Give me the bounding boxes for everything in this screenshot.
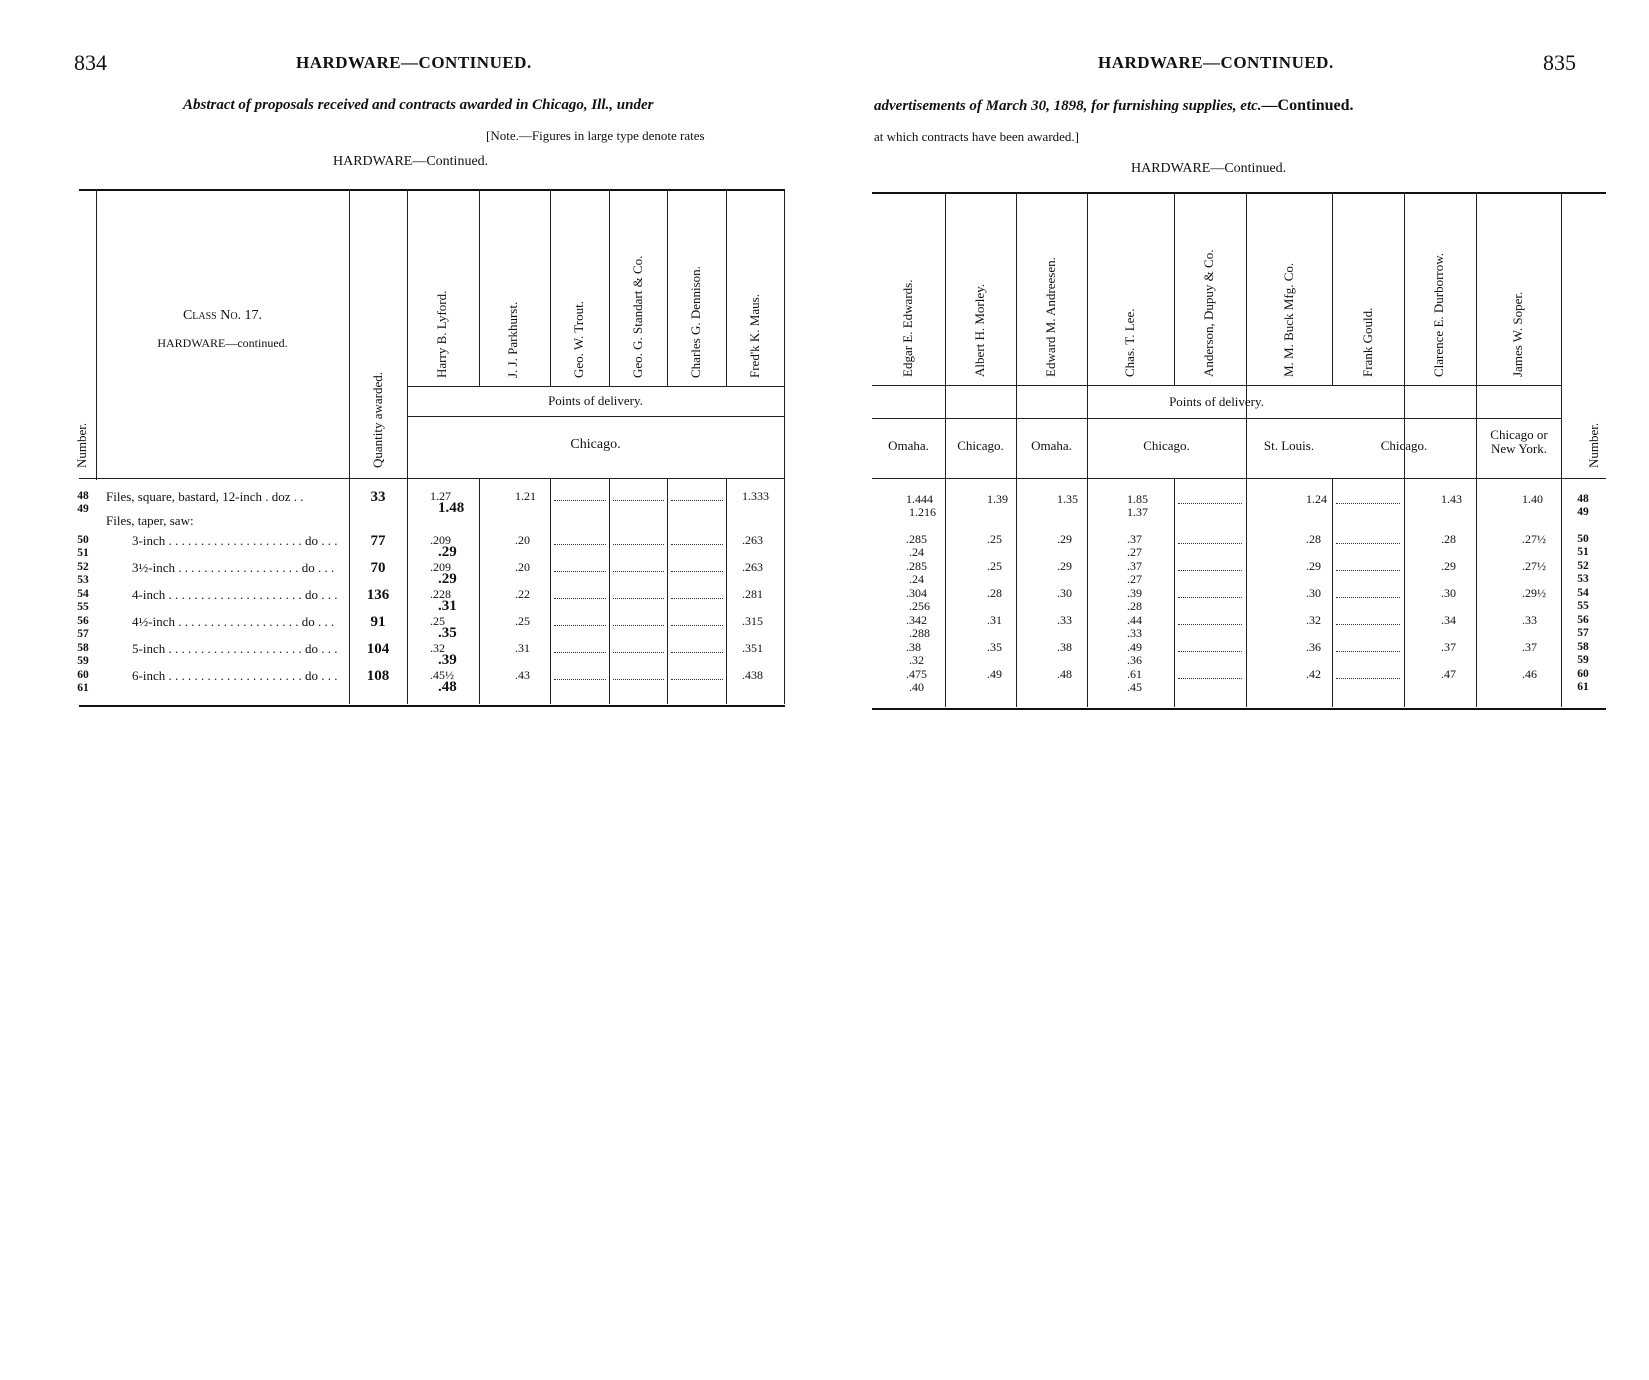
- row-number: 56: [1577, 614, 1589, 626]
- bidder-lee: Chas. T. Lee.: [1122, 308, 1137, 377]
- bid-price: .315: [742, 614, 763, 628]
- bidder-maus: Fred'k K. Maus.: [747, 294, 762, 378]
- dotted-leader: [1336, 624, 1400, 625]
- awarded-rate: .39: [438, 652, 457, 668]
- page-number-right: 835: [1543, 50, 1576, 75]
- dotted-leader: [1178, 597, 1242, 598]
- bid-price: .263: [742, 533, 763, 547]
- row-number: 58: [1577, 641, 1589, 653]
- quantity-awarded: 91: [370, 614, 386, 630]
- bid-price: 1.37: [1127, 505, 1148, 519]
- bid-price: .285: [906, 559, 927, 573]
- dotted-leader: [1178, 678, 1242, 679]
- bid-price: .25: [987, 532, 1002, 546]
- dotted-leader: [613, 625, 664, 626]
- bid-price: .32: [1306, 613, 1321, 627]
- bid-price: .30: [1306, 586, 1321, 600]
- dotted-leader: [613, 679, 664, 680]
- dotted-leader: [554, 500, 606, 501]
- bid-price: 1.24: [1306, 492, 1327, 506]
- dotted-leader: [1336, 678, 1400, 679]
- bid-price: .28: [1306, 532, 1321, 546]
- bid-price: .37: [1127, 532, 1142, 546]
- bid-price: .48: [1057, 667, 1072, 681]
- item-description: 4½-inch . . . . . . . . . . . . . . . . . . . do . . .: [132, 614, 335, 629]
- row-number: 49: [77, 503, 89, 515]
- bid-price: .61: [1127, 667, 1142, 681]
- bid-price: 1.333: [742, 489, 769, 503]
- bid-price: .438: [742, 668, 763, 682]
- bid-price: .38: [906, 640, 921, 654]
- bid-price: .27: [1127, 545, 1142, 559]
- bid-price: .49: [1127, 640, 1142, 654]
- row-number: 60: [1577, 668, 1589, 680]
- dotted-leader: [671, 625, 723, 626]
- bid-price: .288: [909, 626, 930, 640]
- dotted-leader: [1178, 543, 1242, 544]
- bid-price: .28: [1441, 532, 1456, 546]
- bid-price: .30: [1057, 586, 1072, 600]
- dotted-leader: [613, 652, 664, 653]
- bid-price: .29: [1441, 559, 1456, 573]
- bid-price: .42: [1306, 667, 1321, 681]
- dotted-leader: [554, 571, 606, 572]
- delivery-city-left: Chicago.: [570, 437, 621, 452]
- dotted-leader: [554, 625, 606, 626]
- dotted-leader: [671, 598, 723, 599]
- bid-price: .33: [1057, 613, 1072, 627]
- awarded-rate: .48: [438, 679, 457, 695]
- header-number: Number.: [74, 422, 89, 468]
- quantity-awarded: 70: [370, 560, 386, 576]
- running-head-right: HARDWARE—CONTINUED.: [1098, 53, 1334, 72]
- bid-price: .40: [909, 680, 924, 694]
- running-head-left: HARDWARE—CONTINUED.: [296, 53, 532, 72]
- item-description: 3-inch . . . . . . . . . . . . . . . . . . . . . do . . .: [132, 533, 338, 548]
- item-description: Files, square, bastard, 12-inch . doz . .: [106, 489, 304, 504]
- row-number: 55: [1577, 600, 1589, 612]
- dotted-leader: [671, 500, 723, 501]
- bid-price: 1.35: [1057, 492, 1078, 506]
- dotted-leader: [671, 571, 723, 572]
- bid-price: .37: [1441, 640, 1456, 654]
- quantity-awarded: 104: [366, 641, 390, 657]
- bidder-andreesen: Edward M. Andreesen.: [1043, 257, 1058, 377]
- bid-price: .20: [515, 533, 530, 547]
- dotted-leader: [554, 652, 606, 653]
- bid-price: .38: [1057, 640, 1072, 654]
- bid-price: .285: [906, 532, 927, 546]
- bid-price: .27½: [1522, 559, 1546, 573]
- bidder-dennison: Charles G. Dennison.: [688, 266, 703, 378]
- right-page: [824, 0, 1649, 1380]
- city-omaha-1: Omaha.: [888, 438, 929, 453]
- bid-price: .44: [1127, 613, 1142, 627]
- bid-price: .31: [515, 641, 530, 655]
- row-number: 51: [77, 547, 89, 559]
- dotted-leader: [671, 652, 723, 653]
- dotted-leader: [1178, 651, 1242, 652]
- row-number: 48: [1577, 493, 1589, 505]
- row-number: 51: [1577, 546, 1589, 558]
- row-number: 60: [77, 669, 89, 681]
- item-description: 5-inch . . . . . . . . . . . . . . . . . . . . . do . . .: [132, 641, 338, 656]
- bid-price: .47: [1441, 667, 1456, 681]
- bid-price: .209: [430, 560, 451, 574]
- note-text-right: at which contracts have been awarded.]: [874, 129, 1080, 144]
- dotted-leader: [554, 544, 606, 545]
- section-head-left: HARDWARE—Continued.: [333, 154, 489, 169]
- row-number: 48: [77, 490, 89, 502]
- bidder-parkhurst: J. J. Parkhurst.: [505, 301, 520, 378]
- bid-price: .46: [1522, 667, 1537, 681]
- bid-price: .29: [1057, 559, 1072, 573]
- bid-price: 1.39: [987, 492, 1008, 506]
- quantity-awarded: 33: [370, 489, 386, 505]
- row-number: 56: [77, 615, 89, 627]
- city-chicago-1: Chicago.: [957, 438, 1004, 453]
- quantity-awarded: 77: [370, 533, 386, 549]
- city-chicago-or-new-york: Chicago or New York.: [1490, 427, 1548, 456]
- bid-price: .32: [909, 653, 924, 667]
- bid-price: .43: [515, 668, 530, 682]
- dotted-leader: [1178, 503, 1242, 504]
- class-sublabel: HARDWARE—continued.: [157, 336, 288, 350]
- bid-price: .29½: [1522, 586, 1546, 600]
- points-of-delivery-left: Points of delivery.: [548, 393, 643, 408]
- bid-price: .209: [430, 533, 451, 547]
- bid-price: .39: [1127, 586, 1142, 600]
- row-number: 52: [77, 561, 89, 573]
- dotted-leader: [613, 544, 664, 545]
- dotted-leader: [613, 571, 664, 572]
- abstract-text-left: Abstract of proposals received and contracts awarded in Chicago, Ill., under: [183, 97, 654, 113]
- bid-price: .31: [987, 613, 1002, 627]
- bid-price: 1.216: [909, 505, 936, 519]
- bidder-durborrow: Clarence E. Durborrow.: [1431, 252, 1446, 377]
- bid-price: 1.43: [1441, 492, 1462, 506]
- bid-price: .27: [1127, 572, 1142, 586]
- bid-price: .228: [430, 587, 451, 601]
- bid-price: .25: [987, 559, 1002, 573]
- awarded-rate: .29: [438, 544, 457, 560]
- row-number: 58: [77, 642, 89, 654]
- bid-price: .37: [1127, 559, 1142, 573]
- row-number: 49: [1577, 506, 1589, 518]
- bid-price: .20: [515, 560, 530, 574]
- dotted-leader: [554, 679, 606, 680]
- row-number: 53: [77, 574, 89, 586]
- dotted-leader: [1336, 543, 1400, 544]
- dotted-leader: [554, 598, 606, 599]
- item-group-label: Files, taper, saw:: [106, 513, 194, 528]
- row-number: 50: [77, 534, 89, 546]
- bid-price: .29: [1057, 532, 1072, 546]
- bid-price: .22: [515, 587, 530, 601]
- city-st-louis: St. Louis.: [1263, 438, 1315, 453]
- bid-price: .49: [987, 667, 1002, 681]
- left-page: [0, 0, 824, 1380]
- bidder-edwards: Edgar E. Edwards.: [900, 279, 915, 377]
- abstract-text-right: advertisements of March 30, 1898, for furnishing supplies, etc.—Continued.: [874, 97, 1354, 114]
- bidder-gould: Frank Gould.: [1360, 307, 1375, 377]
- dotted-leader: [1336, 597, 1400, 598]
- header-number-right: Number.: [1586, 422, 1601, 468]
- bidder-morley: Albert H. Morley.: [972, 283, 987, 377]
- bidder-lyford: Harry B. Lyford.: [434, 290, 449, 378]
- dotted-leader: [671, 544, 723, 545]
- awarded-rate: 1.48: [438, 500, 465, 516]
- row-number: 54: [1577, 587, 1589, 599]
- bidder-anderson-dupuy: Anderson, Dupuy & Co.: [1201, 249, 1216, 377]
- bid-price: 1.85: [1127, 492, 1148, 506]
- awarded-rate: .35: [438, 625, 457, 641]
- section-head-right: HARDWARE—Continued.: [1131, 161, 1287, 176]
- bid-price: .34: [1441, 613, 1456, 627]
- row-number: 61: [77, 682, 89, 694]
- row-number: 59: [1577, 654, 1589, 666]
- bid-price: .45: [1127, 680, 1142, 694]
- row-number: 52: [1577, 560, 1589, 572]
- dotted-leader: [1178, 624, 1242, 625]
- bid-price: .263: [742, 560, 763, 574]
- bid-price: .25: [430, 614, 445, 628]
- bidder-standart: Geo. G. Standart & Co.: [630, 255, 645, 378]
- awarded-rate: .29: [438, 571, 457, 587]
- bid-price: .36: [1127, 653, 1142, 667]
- bid-price: .27½: [1522, 532, 1546, 546]
- bid-price: .351: [742, 641, 763, 655]
- note-text: [Note.—Figures in large type denote rates: [486, 128, 705, 143]
- bidder-buck: M. M. Buck Mfg. Co.: [1281, 262, 1296, 377]
- dotted-leader: [1336, 651, 1400, 652]
- bid-price: .281: [742, 587, 763, 601]
- class-label: Class No. 17.: [182, 308, 263, 323]
- page-number-left: 834: [74, 50, 107, 75]
- dotted-leader: [1336, 570, 1400, 571]
- city-chicago-3: Chicago.: [1380, 438, 1428, 453]
- header-quantity: Quantity awarded.: [370, 371, 385, 468]
- row-number: 59: [77, 655, 89, 667]
- bid-price: .29: [1306, 559, 1321, 573]
- dotted-leader: [1178, 570, 1242, 571]
- quantity-awarded: 108: [366, 668, 390, 684]
- item-description: 6-inch . . . . . . . . . . . . . . . . . . . . . do . . .: [132, 668, 338, 683]
- row-number: 50: [1577, 533, 1589, 545]
- row-number: 53: [1577, 573, 1589, 585]
- bid-price: .24: [909, 572, 924, 586]
- bidder-trout: Geo. W. Trout.: [571, 301, 586, 378]
- bid-price: .33: [1127, 626, 1142, 640]
- bid-price: .342: [906, 613, 927, 627]
- bid-price: 1.21: [515, 489, 536, 503]
- city-chicago-2: Chicago.: [1143, 438, 1190, 453]
- bid-price: .32: [430, 641, 445, 655]
- bid-price: .256: [909, 599, 930, 613]
- dotted-leader: [671, 679, 723, 680]
- item-description: 4-inch . . . . . . . . . . . . . . . . . . . . . do . . .: [132, 587, 338, 602]
- bid-price: .35: [987, 640, 1002, 654]
- bid-price: .28: [987, 586, 1002, 600]
- awarded-rate: .31: [438, 598, 457, 614]
- bid-price: .37: [1522, 640, 1537, 654]
- bid-price: 1.40: [1522, 492, 1543, 506]
- quantity-awarded: 136: [366, 587, 390, 603]
- dotted-leader: [613, 500, 664, 501]
- row-number: 55: [77, 601, 89, 613]
- row-number: 54: [77, 588, 89, 600]
- dotted-leader: [613, 598, 664, 599]
- bidder-soper: James W. Soper.: [1510, 291, 1525, 377]
- bid-price: .25: [515, 614, 530, 628]
- bid-price: 1.444: [906, 492, 933, 506]
- bid-price: 1.27: [430, 489, 451, 503]
- bid-price: .475: [906, 667, 927, 681]
- bid-price: .24: [909, 545, 924, 559]
- bid-price: .33: [1522, 613, 1537, 627]
- bid-price: .45½: [430, 668, 454, 682]
- row-number: 61: [1577, 681, 1589, 693]
- item-description: 3½-inch . . . . . . . . . . . . . . . . . . . do . . .: [132, 560, 335, 575]
- bid-price: .36: [1306, 640, 1321, 654]
- bid-price: .304: [906, 586, 927, 600]
- dotted-leader: [1336, 503, 1400, 504]
- points-of-delivery-right: Points of delivery.: [1169, 394, 1264, 409]
- bid-price: .30: [1441, 586, 1456, 600]
- bid-price: .28: [1127, 599, 1142, 613]
- city-omaha-2: Omaha.: [1031, 438, 1072, 453]
- row-number: 57: [77, 628, 89, 640]
- row-number: 57: [1577, 627, 1589, 639]
